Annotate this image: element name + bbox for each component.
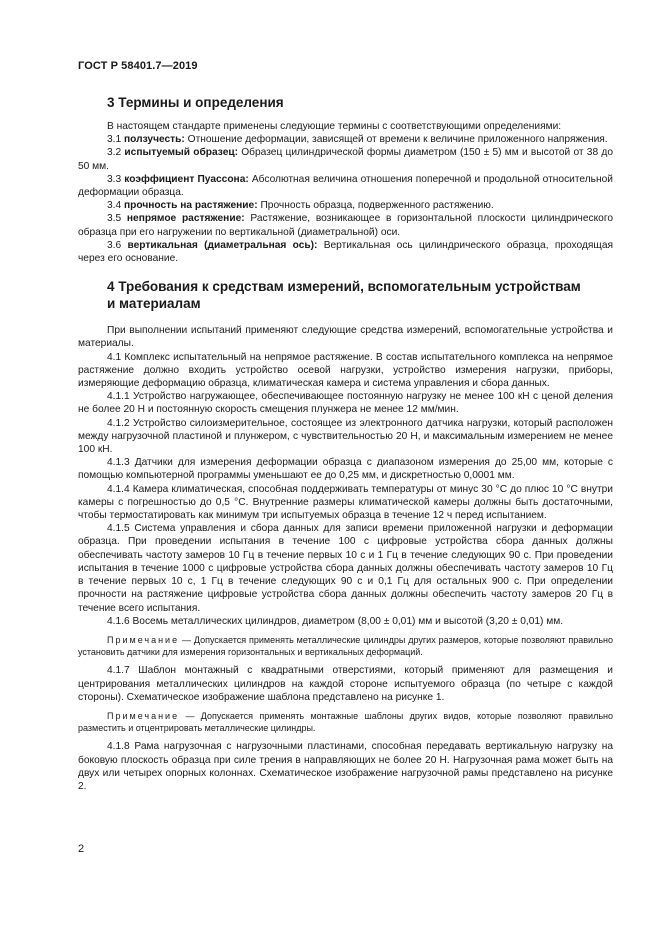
paragraph-4-1-4: 4.1.4 Камера климатическая, способная поддерживать температуры от минус 30 °С до плюс 10 °С внутри камеры с погрешностью до 0,5 °С. Внутренние размеры климатической камеры должны быть достаточными, чтобы термостатировать как минимум три испытуемых образца в течение 12 ч перед испытанием. bbox=[78, 483, 613, 522]
note-label: Примечание bbox=[107, 710, 180, 721]
term-name: коэффициент Пуассона: bbox=[124, 173, 249, 185]
term-definition: Абсолютная величина отношения поперечной и продольной относительной деформации образца. bbox=[78, 173, 613, 199]
paragraph-4-1-3: 4.1.3 Датчики для измерения деформации образца с диапазоном измерения до 25,00 мм, которые с помощью компьютерной программы уменьшают ее до 0,25 мм, и дискретностью 0,0001 мм. bbox=[78, 457, 613, 482]
term-3-6 bbox=[78, 239, 613, 265]
paragraph-4-1: 4.1 Комплекс испытательный на непрямое растяжение. В состав испытательного комплекса на непрямое растяжение должно входить устройство осевой нагрузки, устройство измерения нагрузки, приборы, измеряющие деформацию образца, климатическая камера и система управления и сбора данных. bbox=[78, 351, 613, 390]
section-3-intro: В настоящем стандарте применены следующие термины с соответствующими определениями: bbox=[107, 121, 562, 132]
term-name: прочность на растяжение: bbox=[124, 200, 258, 212]
section-4-title bbox=[107, 278, 613, 312]
term-definition: Прочность образца, подверженного растяжению. bbox=[257, 200, 494, 212]
term-3-1 bbox=[78, 133, 613, 146]
note-text: — Допускается применять металлические цилиндры других размеров, которые позволяют правильно установить датчики для измерения горизонтальных и вертикальных деформаций. bbox=[78, 634, 613, 658]
term-number: 3.6 bbox=[107, 239, 128, 251]
document-header: ГОСТ Р 58401.7—2019 bbox=[78, 60, 198, 72]
term-name: непрямое растяжение: bbox=[126, 213, 245, 225]
page-content bbox=[78, 94, 613, 793]
paragraph-4-1-8: 4.1.8 Рама нагрузочная с нагрузочными пластинами, способная передавать вертикальную нагрузку на боковую плоскость образца при силе трения в направляющих не более 20 Н. Нагрузочная рама может быть на двух или четырех опорных колоннах. Схематическое изображение нагрузочной рамы представлено на рисунке 2. bbox=[78, 741, 613, 792]
term-number: 3.1 bbox=[107, 134, 124, 146]
paragraph-4-1-5: 4.1.5 Система управления и сбора данных для записи времени приложенной нагрузки и деформации образца. При проведении испытания в течение 100 с цифровые устройства сбора данных должны обеспечивать частоту замеров 10 Гц в течение первых 10 с и 1 Гц в течение следующих 90 с. При проведении испытания в течение 1000 с цифровые устройства сбора данных должны обеспечивать частоту замеров 10 Гц в течение первых 10 с, 1 Гц в течение следующих 90 с и 0,1 Гц для остальных 900 с. При определении прочности на растяжение цифровые устройства сбора данных должны обеспечить частоту замеров 20 Гц в течение всего испытания. bbox=[78, 523, 613, 614]
note-label: Примечание bbox=[107, 634, 180, 645]
term-3-3 bbox=[78, 173, 613, 199]
paragraph-4-1-6: 4.1.6 Восемь металлических цилиндров, диаметром (8,00 ± 0,01) мм и высотой (3,20 ± 0,01) мм. bbox=[107, 615, 564, 627]
term-3-4 bbox=[78, 199, 613, 212]
term-number: 3.5 bbox=[107, 213, 127, 225]
term-name: ползучесть: bbox=[124, 134, 185, 146]
term-definition: Отношение деформации, зависящей от времени к величине приложенного напряжения. bbox=[184, 134, 608, 146]
paragraph-4-1-7: 4.1.7 Шаблон монтажный с квадратными отверстиями, который применяют для размещения и центрирования металлических цилиндров на каждой стороне испытуемого образца (по четыре с каждой стороны). Схематическое изображение шаблона представлено на рисунке 1. bbox=[78, 665, 613, 703]
term-3-5 bbox=[78, 212, 613, 238]
term-number: 3.3 bbox=[107, 173, 125, 185]
paragraph-4-1-2: 4.1.2 Устройство силоизмерительное, состоящее из электронного датчика нагрузки, который расположен между нагрузочной пластиной и плунжером, с чувствительностью 20 Н, и максимальным измерением не менее 100 кН. bbox=[78, 417, 613, 456]
term-number: 3.2 bbox=[107, 147, 125, 159]
term-3-2 bbox=[78, 146, 613, 172]
term-number: 3.4 bbox=[107, 200, 124, 212]
term-definition: Растяжение, возникающее в горизонтальной плоскости цилиндрического образца при его нагружении по вертикальной (диаметральной) оси. bbox=[78, 213, 613, 238]
term-definition: Образец цилиндрической формы диаметром (150 ± 5) мм и высотой от 38 до 50 мм. bbox=[78, 147, 613, 172]
section-4-title-line1: 4 Требования к средствам измерений, вспомогательным устройствам bbox=[107, 279, 581, 295]
term-name: вертикальная (диаметральная ось): bbox=[127, 239, 318, 251]
section-3-title: 3 Термины и определения bbox=[107, 95, 284, 110]
note-1 bbox=[78, 634, 613, 658]
section-4-intro: При выполнении испытаний применяют следующие средства измерений, вспомогательные устройства и материалы. bbox=[78, 325, 613, 350]
note-2 bbox=[78, 710, 613, 734]
term-definition: Вертикальная ось цилиндрического образца, проходящая через его основание. bbox=[78, 239, 613, 265]
page-number: 2 bbox=[78, 843, 85, 855]
note-text: — Допускается применять монтажные шаблоны других видов, которые позволяют правильно разместить и отцентрировать металлические цилиндры. bbox=[78, 710, 613, 734]
term-name: испытуемый образец: bbox=[124, 147, 239, 159]
paragraph-4-1-1: 4.1.1 Устройство нагружающее, обеспечивающее постоянную нагрузку не менее 100 кН с ценой деления не более 20 Н и постоянную скорость смещения плунжера не менее 12 мм/мин. bbox=[78, 391, 613, 416]
section-4-title-line2: и материалам bbox=[107, 296, 201, 312]
